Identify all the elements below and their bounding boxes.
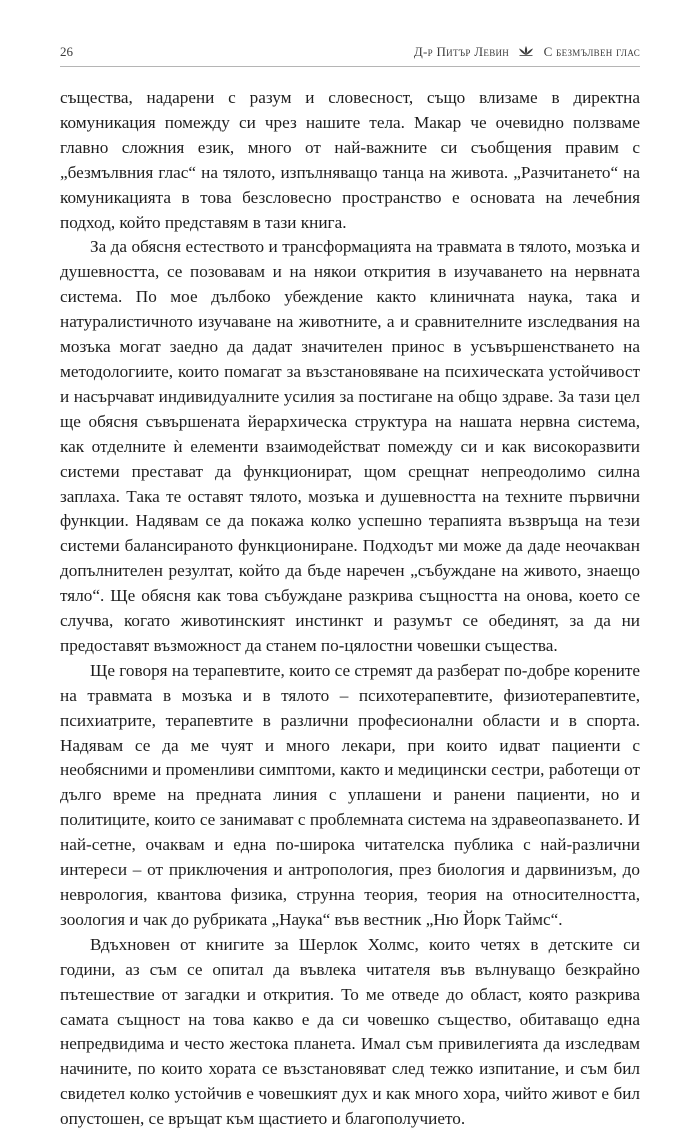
header-author: Д-р Питър Левин (413, 44, 510, 59)
running-title (414, 44, 640, 60)
paragraph: За да обясня естеството и трансформацията на травмата в тялото, мозъка и душевността, се позовавам и на някои открития в изучаването на нервната система. По мое дълбоко убеждение както клиничната наука, така и натуралистичното изучаване на животните, а и сравнителните изследвания на мозъка могат заедно да дадат значителен принос в усъвършенстването на методологиите, които помагат за възстановяване на психическата устойчивост и насърчават индивидуалните усилия за постигане на общо здраве. За тази цел ще обясня съвършената йерархическа структура на нашата нервна система, как отделните ѝ елементи взаимодействат помежду си и как високоразвити системи престават да функционират, щом срещнат непреодолимо силна заплаха. Така те оставят тялото, мозъка и душевността на техните първични функции. Надявам се да покажа колко успешно терапията възвръща на тези системи балансираното функциониране. Подходът ми може да даде неочакван допълнителен резултат, който да бъде наречен „събуждане на живото, знаещо тяло“. Ще обясня как това събуждане разкрива същността на онова, което се случва, когато животинският инстинкт и разумът се обединят, за да ни предоставят възможност да станем по-цялостни човешки същества. (60, 237, 640, 655)
lotus-ornament-icon (517, 45, 535, 57)
header-book-title: С безмълвен глас (543, 44, 640, 59)
paragraph: Вдъхновен от книгите за Шерлок Холмс, които четях в детските си години, аз съм се опитал да въвлека читателя във вълнуващо безкрайно пътешествие от загадки и открития. То ме отведе до област, която разкрива самата същност на това какво е да си човешко същество, обитаващо една непредвидима и често жестока планета. Имал съм привилегията да изследвам начините, по които хората се възстановяват след тежко изпитание, и съм бил свидетел колко устойчив е човешкият дух и как много хора, чийто живот е бил опустошен, се връщат към щастието и благополучието. (60, 934, 640, 1129)
page-number: 26 (60, 44, 73, 59)
body-text (60, 86, 640, 1132)
running-header (60, 44, 640, 67)
paragraph: същества, надарени с разум и словесност, също влизаме в директна комуникация помежду си чрез нашите тела. Макар че очевидно ползваме главно сложния език, много от най-важните си съобщения правим с „безмълвния глас“ на тялото, изпълняващо танца на живота. „Разчитането“ на комуникацията в това безсловесно пространство е основата на лечебния подход, който представям в тази книга. (60, 88, 640, 232)
paragraph: Ще говоря на терапевтите, които се стремят да разберат по-добре корените на травмата в мозъка и в тялото – психотерапевтите, физиотерапевтите, психиатрите, терапевтите в различни професионални области и в спорта. Надявам се да ме чуят и много лекари, при които идват пациенти с необясними и променливи симптоми, както и медицински сестри, работещи от дълго време на предната линия с уплашени и ранени пациенти, но и политиците, които се занимават с проблемната система на здравеопазването. И най-сетне, очаквам и една по-широка читателска публика с най-различни интереси – от приключения и антропология, през биология и дарвинизъм, до неврология, квантова физика, струнна теория, теория на относителността, зоология и чак до рубриката „Наука“ във вестник „Ню Йорк Таймс“. (60, 660, 640, 929)
